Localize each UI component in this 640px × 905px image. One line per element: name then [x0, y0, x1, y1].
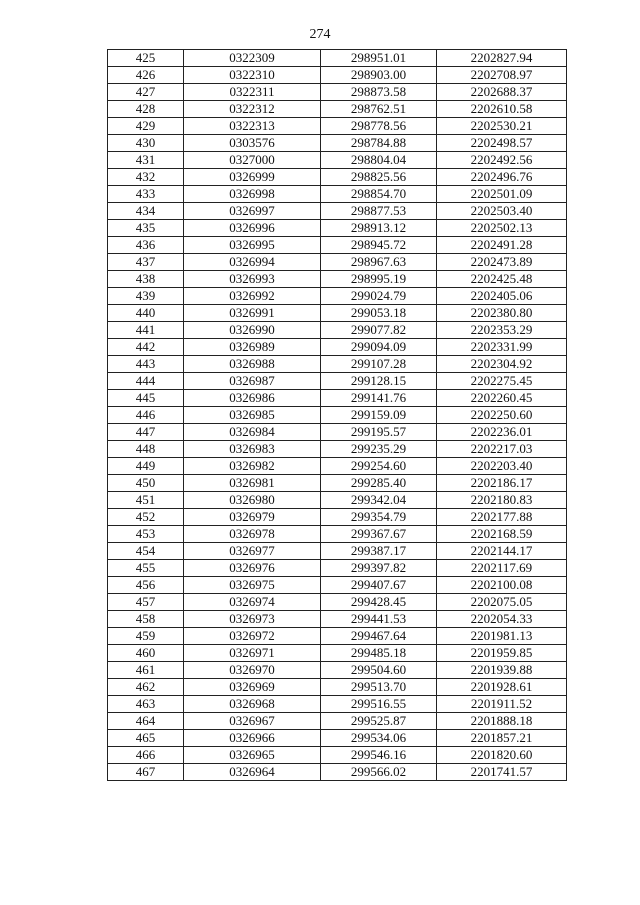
table-row — [108, 152, 567, 169]
table-row — [108, 305, 567, 322]
table-row — [108, 322, 567, 339]
point-id-cell: 0326965 — [184, 747, 321, 764]
table-row — [108, 50, 567, 67]
point-number-cell: 433 — [108, 186, 184, 203]
x-coordinate-cell: 298804.04 — [321, 152, 437, 169]
table-row — [108, 118, 567, 135]
x-coordinate-cell: 298877.53 — [321, 203, 437, 220]
x-coordinate-cell: 298903.00 — [321, 67, 437, 84]
y-coordinate-cell: 2202491.28 — [437, 237, 567, 254]
x-coordinate-cell: 299566.02 — [321, 764, 437, 781]
x-coordinate-cell: 299285.40 — [321, 475, 437, 492]
point-id-cell: 0327000 — [184, 152, 321, 169]
table-row — [108, 730, 567, 747]
x-coordinate-cell: 299441.53 — [321, 611, 437, 628]
table-row — [108, 220, 567, 237]
point-number-cell: 456 — [108, 577, 184, 594]
y-coordinate-cell: 2201857.21 — [437, 730, 567, 747]
point-id-cell: 0303576 — [184, 135, 321, 152]
y-coordinate-cell: 2201959.85 — [437, 645, 567, 662]
point-id-cell: 0326970 — [184, 662, 321, 679]
point-id-cell: 0326974 — [184, 594, 321, 611]
x-coordinate-cell: 299428.45 — [321, 594, 437, 611]
y-coordinate-cell: 2201939.88 — [437, 662, 567, 679]
y-coordinate-cell: 2201928.61 — [437, 679, 567, 696]
point-id-cell: 0326971 — [184, 645, 321, 662]
table-row — [108, 254, 567, 271]
y-coordinate-cell: 2202502.13 — [437, 220, 567, 237]
x-coordinate-cell: 299397.82 — [321, 560, 437, 577]
table-row — [108, 441, 567, 458]
x-coordinate-cell: 299094.09 — [321, 339, 437, 356]
x-coordinate-cell: 299141.76 — [321, 390, 437, 407]
point-number-cell: 444 — [108, 373, 184, 390]
point-number-cell: 442 — [108, 339, 184, 356]
point-id-cell: 0326994 — [184, 254, 321, 271]
point-number-cell: 439 — [108, 288, 184, 305]
y-coordinate-cell: 2202496.76 — [437, 169, 567, 186]
table-row — [108, 713, 567, 730]
point-number-cell: 446 — [108, 407, 184, 424]
point-id-cell: 0326980 — [184, 492, 321, 509]
x-coordinate-cell: 299159.09 — [321, 407, 437, 424]
point-id-cell: 0326984 — [184, 424, 321, 441]
y-coordinate-cell: 2202498.57 — [437, 135, 567, 152]
point-number-cell: 451 — [108, 492, 184, 509]
y-coordinate-cell: 2202117.69 — [437, 560, 567, 577]
x-coordinate-cell: 299387.17 — [321, 543, 437, 560]
x-coordinate-cell: 298825.56 — [321, 169, 437, 186]
y-coordinate-cell: 2202405.06 — [437, 288, 567, 305]
point-number-cell: 435 — [108, 220, 184, 237]
table-row — [108, 101, 567, 118]
y-coordinate-cell: 2201888.18 — [437, 713, 567, 730]
point-number-cell: 463 — [108, 696, 184, 713]
y-coordinate-cell: 2201741.57 — [437, 764, 567, 781]
x-coordinate-cell: 298778.56 — [321, 118, 437, 135]
table-row — [108, 611, 567, 628]
y-coordinate-cell: 2201911.52 — [437, 696, 567, 713]
table-row — [108, 543, 567, 560]
table-row — [108, 237, 567, 254]
point-number-cell: 452 — [108, 509, 184, 526]
point-id-cell: 0326989 — [184, 339, 321, 356]
point-id-cell: 0322309 — [184, 50, 321, 67]
y-coordinate-cell: 2202827.94 — [437, 50, 567, 67]
point-number-cell: 437 — [108, 254, 184, 271]
x-coordinate-cell: 299195.57 — [321, 424, 437, 441]
y-coordinate-cell: 2202217.03 — [437, 441, 567, 458]
point-number-cell: 445 — [108, 390, 184, 407]
point-id-cell: 0326997 — [184, 203, 321, 220]
table-row — [108, 475, 567, 492]
point-number-cell: 428 — [108, 101, 184, 118]
point-id-cell: 0326964 — [184, 764, 321, 781]
point-id-cell: 0326995 — [184, 237, 321, 254]
point-id-cell: 0322310 — [184, 67, 321, 84]
y-coordinate-cell: 2202501.09 — [437, 186, 567, 203]
point-number-cell: 448 — [108, 441, 184, 458]
point-number-cell: 425 — [108, 50, 184, 67]
point-number-cell: 434 — [108, 203, 184, 220]
point-id-cell: 0326969 — [184, 679, 321, 696]
table-row — [108, 594, 567, 611]
point-id-cell: 0326968 — [184, 696, 321, 713]
x-coordinate-cell: 299525.87 — [321, 713, 437, 730]
y-coordinate-cell: 2202168.59 — [437, 526, 567, 543]
y-coordinate-cell: 2202180.83 — [437, 492, 567, 509]
point-id-cell: 0322313 — [184, 118, 321, 135]
point-number-cell: 450 — [108, 475, 184, 492]
y-coordinate-cell: 2202503.40 — [437, 203, 567, 220]
y-coordinate-cell: 2202353.29 — [437, 322, 567, 339]
x-coordinate-cell: 298854.70 — [321, 186, 437, 203]
table-row — [108, 407, 567, 424]
y-coordinate-cell: 2202425.48 — [437, 271, 567, 288]
x-coordinate-cell: 299024.79 — [321, 288, 437, 305]
x-coordinate-cell: 299128.15 — [321, 373, 437, 390]
y-coordinate-cell: 2202075.05 — [437, 594, 567, 611]
table-row — [108, 696, 567, 713]
table-row — [108, 339, 567, 356]
point-number-cell: 467 — [108, 764, 184, 781]
x-coordinate-cell: 298951.01 — [321, 50, 437, 67]
point-id-cell: 0326990 — [184, 322, 321, 339]
point-id-cell: 0326966 — [184, 730, 321, 747]
x-coordinate-cell: 299107.28 — [321, 356, 437, 373]
point-id-cell: 0326998 — [184, 186, 321, 203]
point-id-cell: 0322312 — [184, 101, 321, 118]
point-id-cell: 0326978 — [184, 526, 321, 543]
point-number-cell: 447 — [108, 424, 184, 441]
point-number-cell: 431 — [108, 152, 184, 169]
point-number-cell: 436 — [108, 237, 184, 254]
y-coordinate-cell: 2202144.17 — [437, 543, 567, 560]
y-coordinate-cell: 2202304.92 — [437, 356, 567, 373]
point-number-cell: 453 — [108, 526, 184, 543]
point-id-cell: 0326981 — [184, 475, 321, 492]
y-coordinate-cell: 2202610.58 — [437, 101, 567, 118]
table-row — [108, 645, 567, 662]
point-id-cell: 0326988 — [184, 356, 321, 373]
point-number-cell: 449 — [108, 458, 184, 475]
point-id-cell: 0326975 — [184, 577, 321, 594]
x-coordinate-cell: 298945.72 — [321, 237, 437, 254]
table-row — [108, 271, 567, 288]
point-number-cell: 429 — [108, 118, 184, 135]
table-row — [108, 84, 567, 101]
point-id-cell: 0326973 — [184, 611, 321, 628]
point-number-cell: 465 — [108, 730, 184, 747]
table-row — [108, 679, 567, 696]
point-id-cell: 0326999 — [184, 169, 321, 186]
point-id-cell: 0326979 — [184, 509, 321, 526]
point-number-cell: 457 — [108, 594, 184, 611]
page-number: 274 — [309, 27, 331, 42]
x-coordinate-cell: 299546.16 — [321, 747, 437, 764]
point-id-cell: 0326993 — [184, 271, 321, 288]
point-number-cell: 458 — [108, 611, 184, 628]
y-coordinate-cell: 2202473.89 — [437, 254, 567, 271]
x-coordinate-cell: 299467.64 — [321, 628, 437, 645]
point-id-cell: 0326983 — [184, 441, 321, 458]
table-row — [108, 577, 567, 594]
x-coordinate-cell: 298762.51 — [321, 101, 437, 118]
table-row — [108, 288, 567, 305]
y-coordinate-cell: 2201981.13 — [437, 628, 567, 645]
point-number-cell: 460 — [108, 645, 184, 662]
y-coordinate-cell: 2202380.80 — [437, 305, 567, 322]
x-coordinate-cell: 299516.55 — [321, 696, 437, 713]
x-coordinate-cell: 299235.29 — [321, 441, 437, 458]
x-coordinate-cell: 299053.18 — [321, 305, 437, 322]
table-row — [108, 390, 567, 407]
table-row — [108, 458, 567, 475]
y-coordinate-cell: 2202530.21 — [437, 118, 567, 135]
point-number-cell: 455 — [108, 560, 184, 577]
x-coordinate-cell: 299367.67 — [321, 526, 437, 543]
y-coordinate-cell: 2202275.45 — [437, 373, 567, 390]
point-number-cell: 462 — [108, 679, 184, 696]
x-coordinate-cell: 299407.67 — [321, 577, 437, 594]
point-number-cell: 464 — [108, 713, 184, 730]
table-row — [108, 662, 567, 679]
table-row — [108, 764, 567, 781]
point-number-cell: 461 — [108, 662, 184, 679]
point-id-cell: 0326992 — [184, 288, 321, 305]
y-coordinate-cell: 2202492.56 — [437, 152, 567, 169]
table-row — [108, 373, 567, 390]
y-coordinate-cell: 2202236.01 — [437, 424, 567, 441]
x-coordinate-cell: 299534.06 — [321, 730, 437, 747]
point-number-cell: 443 — [108, 356, 184, 373]
point-number-cell: 432 — [108, 169, 184, 186]
point-id-cell: 0326976 — [184, 560, 321, 577]
table-row — [108, 169, 567, 186]
point-id-cell: 0326972 — [184, 628, 321, 645]
y-coordinate-cell: 2202054.33 — [437, 611, 567, 628]
point-number-cell: 466 — [108, 747, 184, 764]
x-coordinate-cell: 298967.63 — [321, 254, 437, 271]
x-coordinate-cell: 298913.12 — [321, 220, 437, 237]
table-row — [108, 135, 567, 152]
point-id-cell: 0326986 — [184, 390, 321, 407]
point-number-cell: 426 — [108, 67, 184, 84]
point-number-cell: 430 — [108, 135, 184, 152]
x-coordinate-cell: 299354.79 — [321, 509, 437, 526]
point-id-cell: 0322311 — [184, 84, 321, 101]
x-coordinate-cell: 298995.19 — [321, 271, 437, 288]
y-coordinate-cell: 2202688.37 — [437, 84, 567, 101]
table-row — [108, 747, 567, 764]
y-coordinate-cell: 2202100.08 — [437, 577, 567, 594]
point-number-cell: 454 — [108, 543, 184, 560]
x-coordinate-cell: 299254.60 — [321, 458, 437, 475]
y-coordinate-cell: 2202177.88 — [437, 509, 567, 526]
y-coordinate-cell: 2202708.97 — [437, 67, 567, 84]
x-coordinate-cell: 299077.82 — [321, 322, 437, 339]
point-id-cell: 0326967 — [184, 713, 321, 730]
y-coordinate-cell: 2202186.17 — [437, 475, 567, 492]
table-row — [108, 203, 567, 220]
x-coordinate-cell: 299485.18 — [321, 645, 437, 662]
point-number-cell: 459 — [108, 628, 184, 645]
point-id-cell: 0326982 — [184, 458, 321, 475]
x-coordinate-cell: 299513.70 — [321, 679, 437, 696]
point-id-cell: 0326996 — [184, 220, 321, 237]
point-number-cell: 438 — [108, 271, 184, 288]
y-coordinate-cell: 2202250.60 — [437, 407, 567, 424]
table-row — [108, 424, 567, 441]
y-coordinate-cell: 2202331.99 — [437, 339, 567, 356]
point-id-cell: 0326977 — [184, 543, 321, 560]
point-number-cell: 440 — [108, 305, 184, 322]
point-number-cell: 441 — [108, 322, 184, 339]
point-id-cell: 0326987 — [184, 373, 321, 390]
table-row — [108, 492, 567, 509]
table-row — [108, 186, 567, 203]
x-coordinate-cell: 298873.58 — [321, 84, 437, 101]
table-row — [108, 560, 567, 577]
coordinates-table — [107, 49, 567, 781]
table-row — [108, 526, 567, 543]
y-coordinate-cell: 2202203.40 — [437, 458, 567, 475]
point-id-cell: 0326985 — [184, 407, 321, 424]
x-coordinate-cell: 298784.88 — [321, 135, 437, 152]
x-coordinate-cell: 299504.60 — [321, 662, 437, 679]
table-row — [108, 67, 567, 84]
coordinates-table-body — [108, 50, 567, 781]
x-coordinate-cell: 299342.04 — [321, 492, 437, 509]
table-row — [108, 356, 567, 373]
point-number-cell: 427 — [108, 84, 184, 101]
y-coordinate-cell: 2202260.45 — [437, 390, 567, 407]
y-coordinate-cell: 2201820.60 — [437, 747, 567, 764]
table-row — [108, 509, 567, 526]
point-id-cell: 0326991 — [184, 305, 321, 322]
table-row — [108, 628, 567, 645]
